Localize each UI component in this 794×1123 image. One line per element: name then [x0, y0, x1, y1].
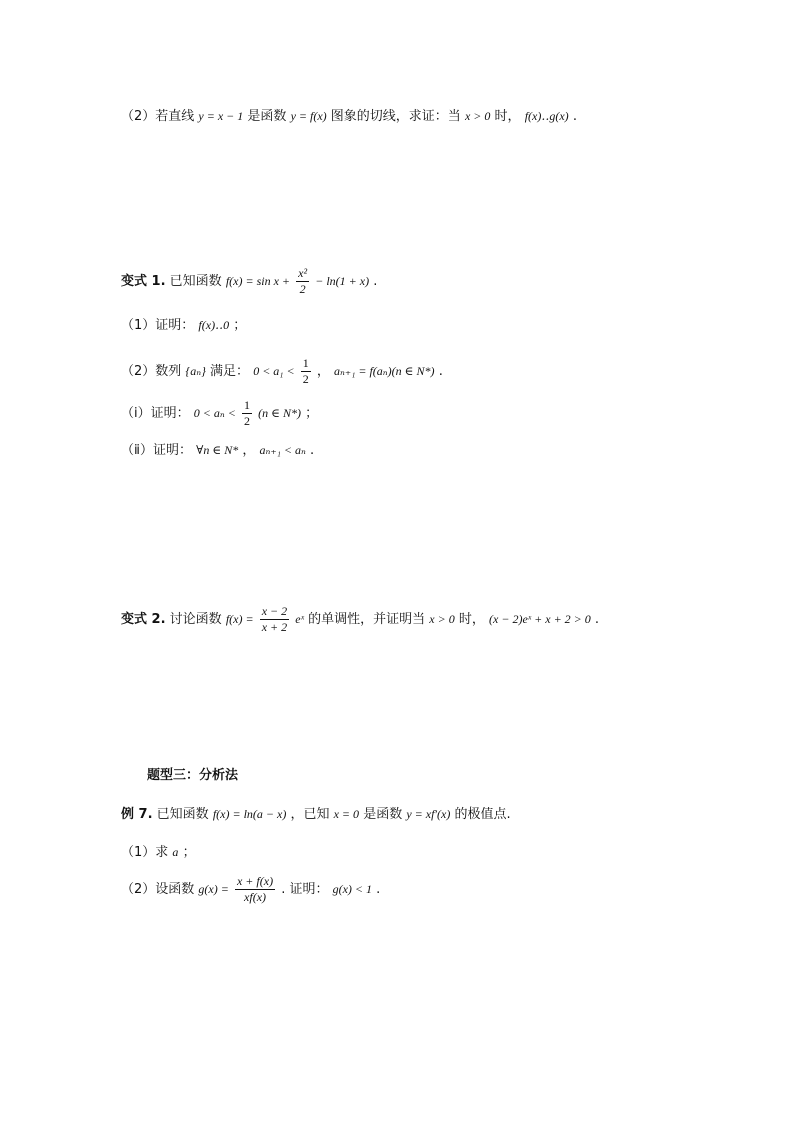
math: y = xf′(x) — [406, 807, 451, 821]
fraction-numerator: x + f(x) — [236, 874, 274, 888]
problem-part-2-line — [121, 106, 577, 127]
math: a — [172, 845, 179, 859]
fraction — [296, 266, 309, 297]
text: . 证明： — [281, 882, 329, 897]
example-label: 例 7. — [121, 807, 153, 822]
variant-2-heading — [121, 604, 599, 635]
text: 满足： — [210, 364, 250, 379]
text: （2）数列 — [121, 364, 182, 379]
math: ∀n ∈ N* — [196, 443, 239, 457]
fraction-numerator: x − 2 — [261, 604, 288, 618]
fraction — [235, 874, 275, 905]
math: g(x) < 1 — [332, 882, 373, 896]
text: （ⅰ）证明： — [121, 406, 190, 421]
text: . — [373, 274, 378, 289]
math: g(x) = — [198, 882, 229, 896]
fraction-denominator: x + 2 — [261, 620, 288, 634]
text: 已知函数 — [156, 807, 209, 822]
variant-1-part-2-ii — [121, 440, 314, 461]
variant-label: 变式 2. — [121, 612, 166, 627]
section-title-text: 题型三：分析法 — [147, 768, 239, 783]
text: . — [376, 882, 381, 897]
text: . — [438, 364, 443, 379]
text: 图象的切线，求证：当 — [330, 109, 461, 124]
variant-1-part-2-i — [121, 398, 318, 429]
text: （2）设函数 — [121, 882, 195, 897]
section-title — [147, 766, 238, 786]
math: f(x) = — [225, 612, 254, 626]
math: y = x − 1 — [198, 109, 244, 123]
math: y = f(x) — [290, 109, 327, 123]
math: x > 0 — [429, 612, 455, 626]
fraction — [301, 356, 311, 387]
example-7-part-2 — [121, 874, 380, 905]
math: f(x) = sin x + — [225, 274, 290, 288]
math: x > 0 — [464, 109, 491, 123]
text: 的极值点. — [454, 807, 511, 822]
math: f(x) = ln(a − x) — [212, 807, 287, 821]
text: ， — [242, 443, 256, 458]
fraction-denominator: xf(x) — [244, 890, 267, 904]
math: − ln(1 + x) — [315, 274, 370, 288]
text: ； — [305, 406, 319, 421]
text: ，已知 — [290, 807, 330, 822]
math: f(x)‥g(x) — [524, 109, 569, 123]
text: . — [572, 109, 577, 124]
text: . — [310, 443, 315, 458]
math: f(x)‥0 — [198, 318, 230, 332]
text: 已知函数 — [169, 274, 222, 289]
fraction-denominator: 2 — [299, 282, 306, 296]
fraction — [242, 398, 252, 429]
fraction-numerator: 1 — [243, 398, 250, 412]
example-7-part-1 — [121, 842, 196, 863]
math: aₙ₊₁ = f(aₙ)(n ∈ N*) — [334, 364, 435, 378]
text: ； — [233, 318, 247, 333]
fraction-numerator: 1 — [302, 356, 309, 370]
fraction-denominator: 2 — [243, 414, 250, 428]
variant-1-heading — [121, 266, 377, 297]
variant-label: 变式 1. — [121, 274, 166, 289]
math: (x − 2)eˣ + x + 2 > 0 — [489, 612, 591, 626]
text: . — [594, 612, 600, 627]
math: (n ∈ N*) — [258, 406, 301, 420]
text: ； — [182, 845, 196, 860]
math: 0 < aₙ < — [193, 406, 236, 420]
math: {aₙ} — [185, 364, 206, 378]
fraction — [260, 604, 289, 635]
math: x = 0 — [333, 807, 360, 821]
math: eˣ — [295, 612, 304, 626]
text: （1）证明： — [121, 318, 195, 333]
text: 讨论函数 — [169, 612, 222, 627]
text: 的单调性，并证明当 — [308, 612, 426, 627]
text: 时， — [458, 612, 485, 627]
fraction-numerator: x² — [298, 266, 308, 280]
fraction-denominator: 2 — [302, 372, 309, 386]
variant-1-part-1 — [121, 315, 246, 336]
example-7-heading — [121, 804, 511, 825]
text: 时， — [494, 109, 521, 124]
variant-1-part-2 — [121, 356, 443, 387]
math: aₙ₊₁ < aₙ — [259, 443, 306, 457]
text: ， — [316, 364, 330, 379]
text: （1）求 — [121, 845, 169, 860]
text: （2）若直线 — [121, 109, 195, 124]
text: 是函数 — [247, 109, 287, 124]
text: （ⅱ）证明： — [121, 443, 192, 458]
text: 是函数 — [363, 807, 403, 822]
math: 0 < a₁ < — [253, 364, 295, 378]
